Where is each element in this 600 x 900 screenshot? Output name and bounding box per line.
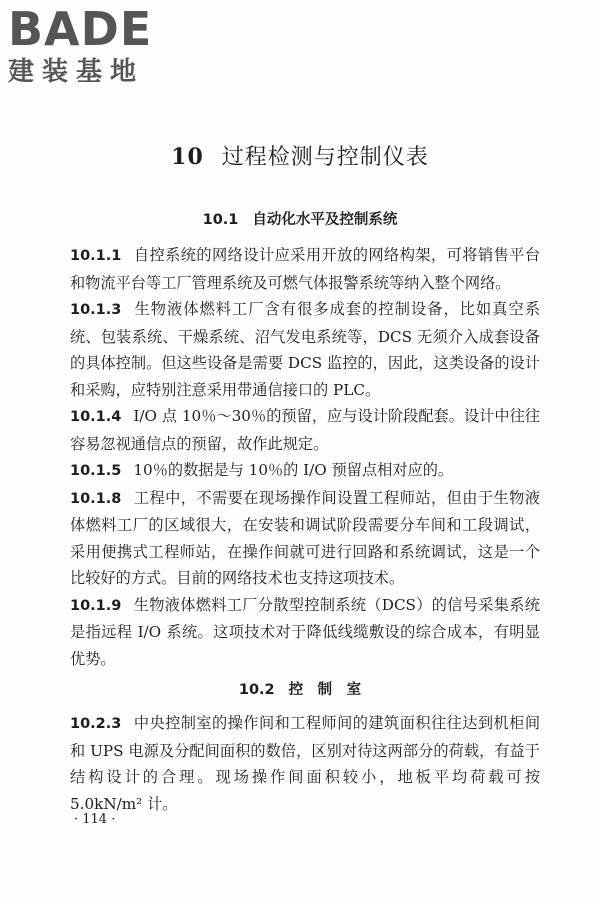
logo-subtitle: 建装基地 (8, 57, 145, 87)
section-name: 控 制 室 (288, 682, 362, 698)
clause-number: 10.1.3 (70, 302, 122, 318)
chapter-name: 过程检测与控制仪表 (221, 145, 429, 170)
clause-number: 10.1.5 (70, 463, 122, 479)
section-title-10-1 (0, 208, 600, 229)
section-title-10-2 (0, 678, 600, 699)
chapter-number: 10 (171, 144, 204, 170)
logo-wordmark: BADE (8, 2, 153, 56)
clause-text: 10％的数据是与 10％的 I/O 预留点相对应的。 (133, 461, 454, 479)
section-10-2-body (70, 710, 540, 817)
clause-10-1-9 (70, 592, 540, 673)
clause-number: 10.1.4 (70, 409, 122, 425)
section-10-1-body (70, 242, 540, 672)
section-number: 10.2 (238, 682, 275, 698)
clause-10-1-4 (70, 403, 540, 457)
clause-10-1-8 (70, 485, 540, 592)
clause-10-1-3 (70, 296, 540, 403)
clause-text: I/O 点 10％～30％的预留，应与设计阶段配套。设计中往往容易忽视通信点的预留，故作此规定。 (70, 407, 540, 453)
bade-logo (8, 2, 178, 88)
clause-text: 中央控制室的操作间和工程师间的建筑面积往往达到机柜间和 UPS 电源及分配间面积的数倍，区别对待这两部分的荷载，有益于结构设计的合理。现场操作间面积较小，地板平均荷载可按 5.0kN/m² 计。 (70, 714, 540, 813)
clause-text: 工程中，不需要在现场操作间设置工程师站，但由于生物液体燃料工厂的区域很大，在安装和调试阶段需要分车间和工段调试，采用便携式工程师站，在操作间就可进行回路和系统调试，这是一个比较好的方式。目前的网络技术也支持这项技术。 (70, 488, 540, 587)
clause-10-1-5 (70, 457, 540, 485)
section-name: 自动化水平及控制系统 (252, 212, 398, 228)
clause-number: 10.1.1 (70, 248, 122, 264)
clause-number: 10.1.9 (70, 597, 122, 614)
clause-number: 10.1.8 (70, 490, 122, 507)
page-number: · 114 · (74, 812, 116, 827)
clause-number: 10.2.3 (70, 716, 122, 732)
clause-text: 自控系统的网络设计应采用开放的网络构架，可将销售平台和物流平台等工厂管理系统及可燃气体报警系统等纳入整个网络。 (70, 246, 540, 292)
clause-text: 生物液体燃料工厂含有很多成套的控制设备，比如真空系统、包装系统、干燥系统、沼气发电系统等，DCS 无须介入成套设备的具体控制。但这些设备是需要 DCS 监控的，因此，这类设备的设计和采购，应特别注意采用带通信接口的 PLC。 (70, 300, 540, 399)
chapter-title (0, 140, 600, 171)
clause-10-2-3 (70, 710, 540, 817)
clause-text: 生物液体燃料工厂分散型控制系统（DCS）的信号采集系统是指远程 I/O 系统。这项技术对于降低线缆敷设的综合成本，有明显优势。 (70, 595, 540, 668)
section-number: 10.1 (202, 212, 239, 228)
clause-10-1-1 (70, 242, 540, 296)
